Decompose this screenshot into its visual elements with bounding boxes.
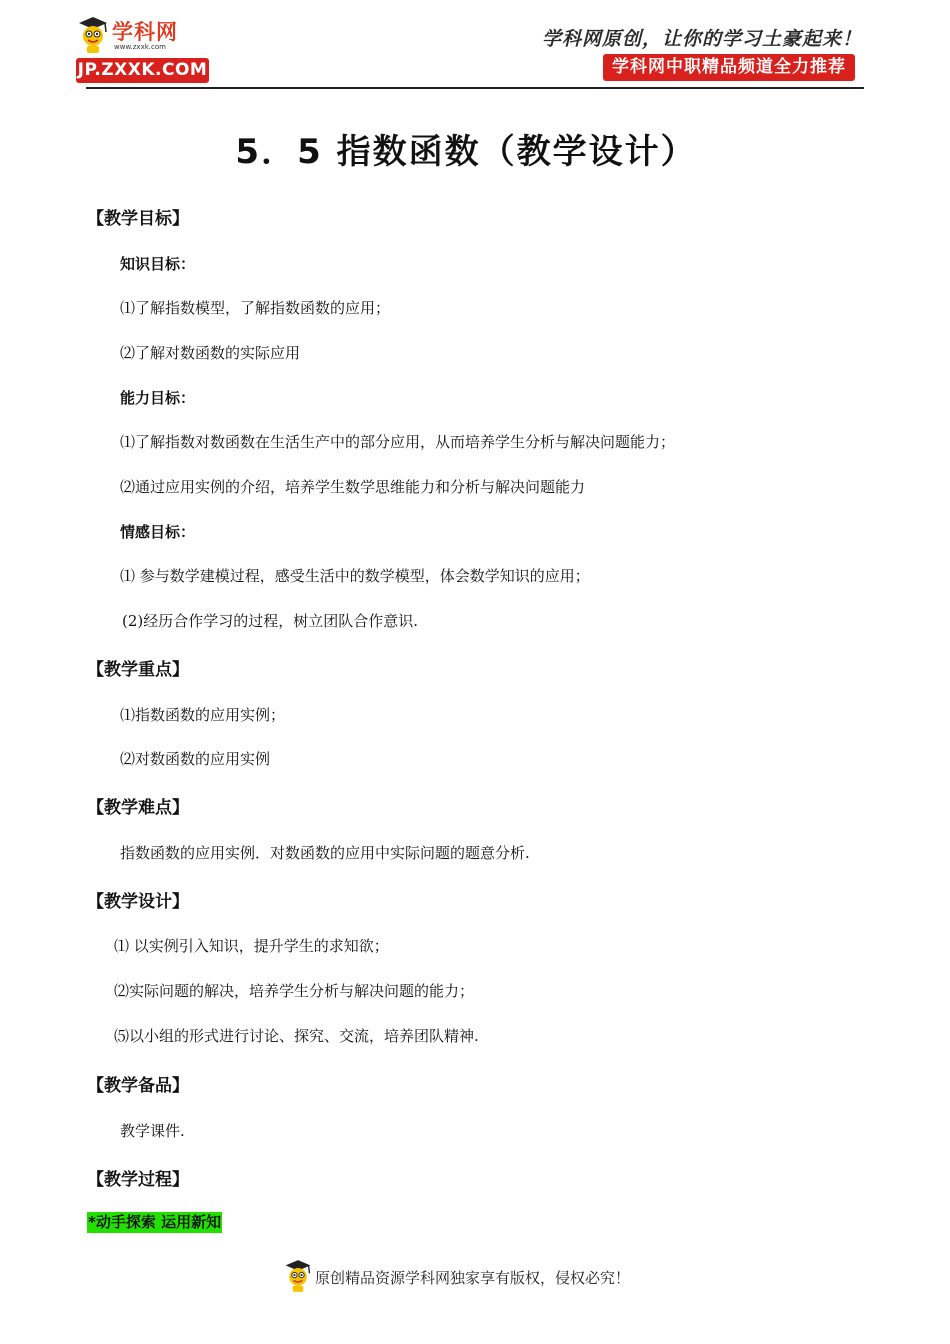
section-heading-process: 【教学过程】 — [87, 1170, 189, 1190]
list-item: ⑴指数函数的应用实例； — [120, 706, 286, 724]
list-item: (2)经历合作学习的过程，树立团队合作意识. — [122, 612, 419, 630]
graduate-mascot-icon — [76, 16, 110, 54]
subheading-emotion: 情感目标： — [120, 523, 196, 541]
list-item: ⑵对数函数的应用实例 — [120, 750, 271, 768]
logo-url-badge[interactable]: JP.ZXXK.COM — [76, 58, 209, 83]
site-logo[interactable] — [76, 16, 216, 84]
list-item: ⑸以小组的形式进行讨论、探究、交流，培养团队精神. — [114, 1027, 479, 1045]
header-slogan: 学科网原创，让你的学习土豪起来！ — [541, 28, 862, 50]
header-banner[interactable]: 学科网中职精品频道全力推荐 — [603, 54, 855, 81]
difficulties-text: 指数函数的应用实例．对数函数的应用中实际问题的题意分析. — [120, 844, 530, 862]
footer-copyright: 原创精品资源学科网独家享有版权，侵权必究！ — [315, 1269, 631, 1287]
list-item: ⑴了解指数对数函数在生活生产中的部分应用，从而培养学生分析与解决问题能力； — [120, 433, 676, 451]
subheading-ability: 能力目标： — [120, 389, 196, 407]
materials-text: 教学课件. — [120, 1122, 185, 1140]
logo-subtext: www.zxxk.com — [114, 43, 166, 51]
section-heading-key-points: 【教学重点】 — [87, 660, 189, 680]
process-highlight: *动手探索 运用新知 — [88, 1213, 222, 1231]
section-heading-materials: 【教学备品】 — [87, 1076, 189, 1096]
graduate-mascot-icon — [283, 1258, 313, 1294]
list-item: ⑴了解指数模型，了解指数函数的应用； — [120, 299, 391, 317]
section-heading-design: 【教学设计】 — [87, 892, 189, 912]
list-item: ⑵通过应用实例的介绍，培养学生数学思维能力和分析与解决问题能力 — [120, 478, 586, 496]
list-item: ⑵实际问题的解决，培养学生分析与解决问题的能力； — [114, 982, 475, 1000]
section-heading-goals: 【教学目标】 — [87, 209, 189, 229]
header-divider — [86, 87, 864, 89]
list-item: ⑴ 参与数学建模过程，感受生活中的数学模型，体会数学知识的应用； — [120, 567, 590, 585]
list-item: ⑵了解对数函数的实际应用 — [120, 344, 301, 362]
subheading-knowledge: 知识目标： — [120, 255, 196, 273]
page-title: 5．5 指数函数（教学设计） — [235, 132, 697, 172]
logo-name: 学科网 — [112, 20, 178, 44]
list-item: ⑴ 以实例引入知识，提升学生的求知欲； — [114, 937, 389, 955]
section-heading-difficulties: 【教学难点】 — [87, 798, 189, 818]
